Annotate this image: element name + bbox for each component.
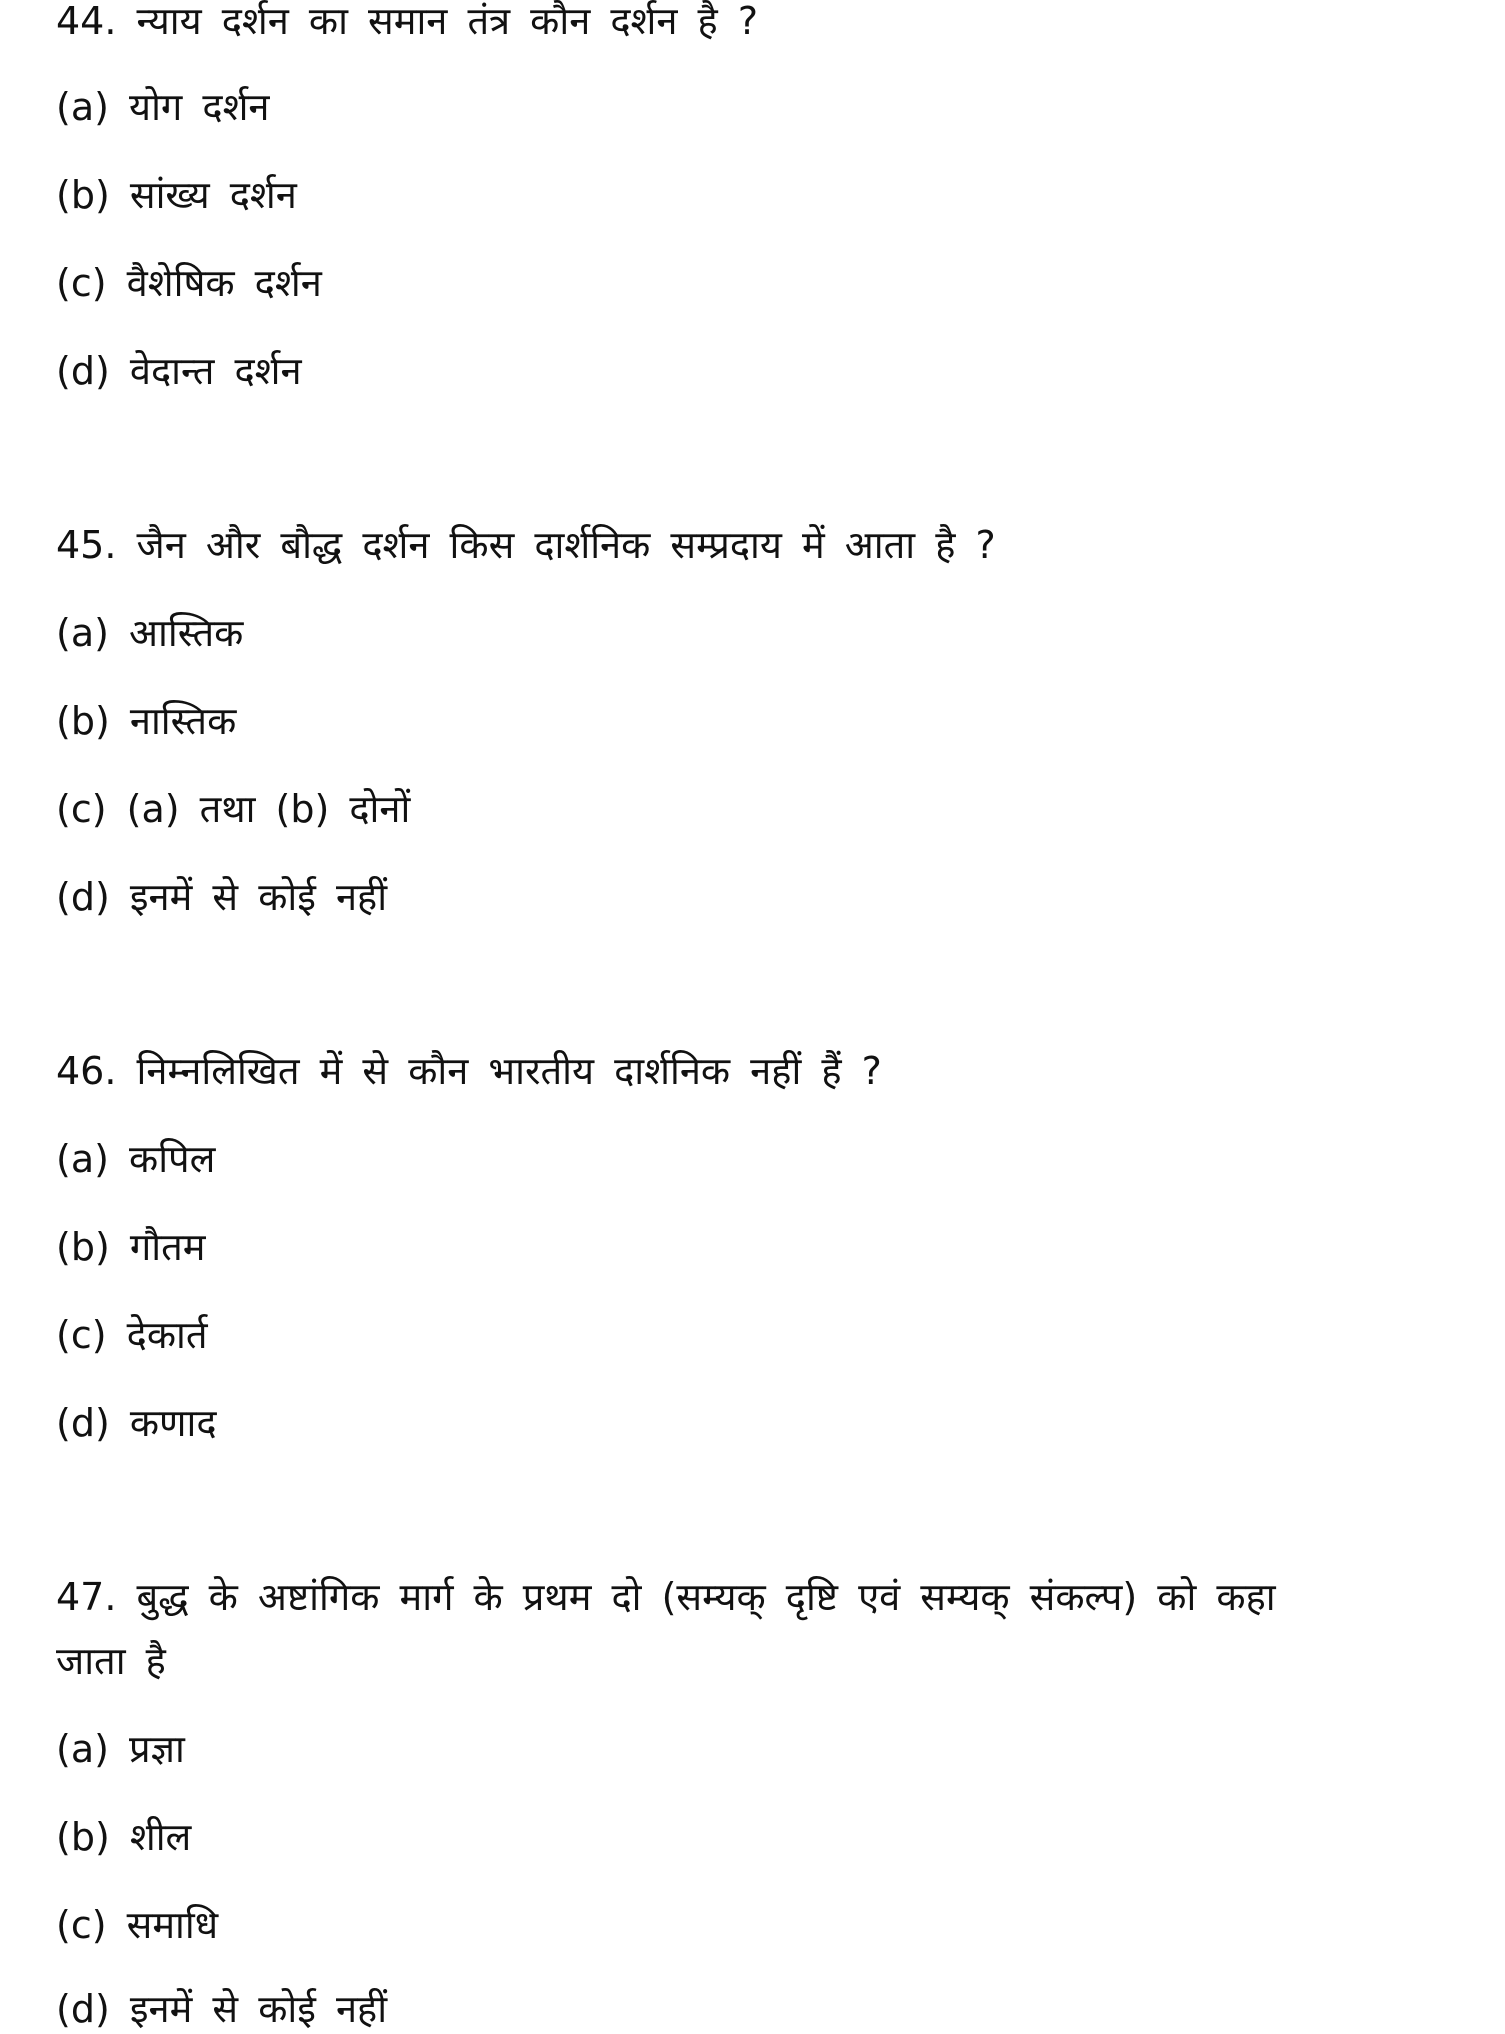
option-text: वेदान्त दर्शन (129, 349, 302, 393)
question-47-continued (56, 1636, 166, 1686)
option-45-c (56, 784, 410, 834)
option-45-a (56, 608, 243, 658)
question-46 (56, 1046, 882, 1096)
question-number: 46. (56, 1049, 117, 1093)
option-key: (b) (56, 1225, 110, 1269)
option-text: इनमें से कोई नहीं (129, 875, 388, 919)
option-text: प्रज्ञा (129, 1727, 185, 1771)
question-number: 45. (56, 523, 117, 567)
option-text: समाधि (126, 1903, 219, 1947)
option-46-d (56, 1398, 217, 1448)
option-47-d (56, 1984, 387, 2034)
option-key: (c) (56, 1313, 107, 1357)
option-44-c (56, 258, 322, 308)
option-46-c (56, 1310, 208, 1360)
option-47-c (56, 1900, 218, 1950)
option-key: (b) (56, 699, 110, 743)
option-47-b (56, 1812, 191, 1862)
option-47-a (56, 1724, 185, 1774)
option-text: इनमें से कोई नहीं (129, 1987, 388, 2031)
option-key: (d) (56, 349, 110, 393)
option-46-a (56, 1134, 215, 1184)
question-47 (56, 1572, 1276, 1622)
option-key: (d) (56, 1987, 110, 2031)
option-key: (c) (56, 1903, 107, 1947)
option-key: (b) (56, 1815, 110, 1859)
option-text: सांख्य दर्शन (129, 173, 297, 217)
option-key: (a) (56, 1137, 109, 1181)
question-45 (56, 520, 996, 570)
option-text: वैशेषिक दर्शन (126, 261, 322, 305)
option-text: देकार्त (126, 1313, 208, 1357)
option-45-b (56, 696, 236, 746)
option-text: (a) तथा (b) दोनों (126, 787, 411, 831)
question-number: 44. (56, 0, 117, 43)
option-text: कपिल (129, 1137, 216, 1181)
option-key: (d) (56, 875, 110, 919)
option-44-a (56, 82, 270, 132)
question-text: बुद्ध के अष्टांगिक मार्ग के प्रथम दो (सम्यक् दृष्टि एवं सम्यक् संकल्प) को कहा (136, 1575, 1276, 1619)
option-text: आस्तिक (129, 611, 244, 655)
option-key: (c) (56, 787, 107, 831)
option-key: (c) (56, 261, 107, 305)
option-45-d (56, 872, 387, 922)
option-key: (b) (56, 173, 110, 217)
option-44-d (56, 346, 302, 396)
option-key: (a) (56, 85, 109, 129)
option-key: (d) (56, 1401, 110, 1445)
option-key: (a) (56, 611, 109, 655)
option-text: शील (129, 1815, 192, 1859)
option-text: गौतम (129, 1225, 206, 1269)
question-text: न्याय दर्शन का समान तंत्र कौन दर्शन है ? (136, 0, 758, 43)
option-46-b (56, 1222, 206, 1272)
option-key: (a) (56, 1727, 109, 1771)
option-44-b (56, 170, 297, 220)
question-text-continued: जाता है (56, 1639, 166, 1683)
option-text: नास्तिक (129, 699, 237, 743)
option-text: कणाद (129, 1401, 217, 1445)
question-text: निम्नलिखित में से कौन भारतीय दार्शनिक नहीं हैं ? (136, 1049, 882, 1093)
question-44 (56, 0, 758, 46)
question-text: जैन और बौद्ध दर्शन किस दार्शनिक सम्प्रदाय में आता है ? (136, 523, 996, 567)
option-text: योग दर्शन (129, 85, 270, 129)
question-number: 47. (56, 1575, 117, 1619)
